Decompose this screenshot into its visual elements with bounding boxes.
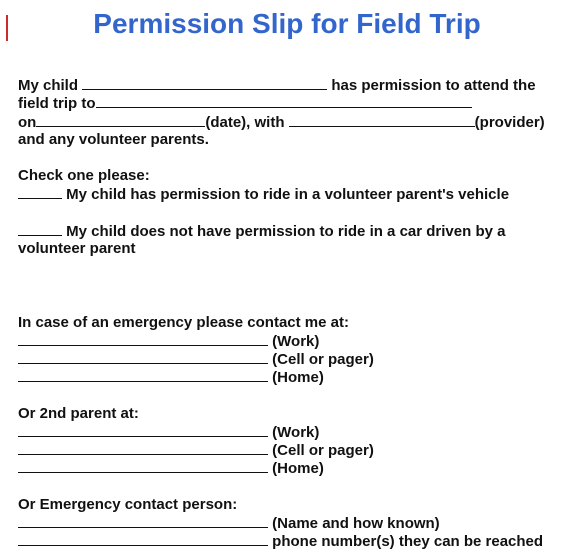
check-heading: Check one please: [18, 167, 150, 184]
second-parent-work-row [18, 423, 319, 442]
child-name-field[interactable] [82, 76, 327, 90]
check-option-2 [18, 222, 505, 241]
emergency-person-name-field[interactable] [18, 514, 268, 528]
field-trip-label: field trip to [18, 95, 96, 112]
option-1-check-field[interactable] [18, 185, 62, 199]
emergency-person-name-row [18, 514, 440, 533]
emergency-person-name-label: (Name and how known) [272, 515, 440, 532]
provider-field[interactable] [289, 113, 475, 127]
second-parent-work-field[interactable] [18, 423, 268, 437]
field-trip-destination-field[interactable] [96, 94, 472, 108]
option-2-check-field[interactable] [18, 222, 62, 236]
emergency-home-row [18, 368, 324, 387]
emergency-work-field[interactable] [18, 332, 268, 346]
intro-permission-text: has permission to attend the [331, 77, 536, 94]
emergency-person-heading: Or Emergency contact person: [18, 496, 238, 513]
emergency-home-field[interactable] [18, 368, 268, 382]
provider-label: (provider) [474, 114, 545, 131]
second-parent-home-row [18, 459, 324, 478]
emergency-cell-label: (Cell or pager) [272, 351, 374, 368]
second-parent-cell-row [18, 441, 374, 460]
emergency-work-label: (Work) [272, 333, 320, 350]
page-title: Permission Slip for Field Trip [93, 8, 481, 39]
date-field[interactable] [36, 113, 205, 127]
emergency-heading: In case of an emergency please contact me at: [18, 314, 349, 331]
check-option-1 [18, 185, 509, 204]
second-parent-heading: Or 2nd parent at: [18, 405, 139, 422]
intro-child-label: My child [18, 77, 79, 94]
second-parent-home-field[interactable] [18, 459, 268, 473]
check-option-2-cont: volunteer parent [18, 240, 136, 257]
emergency-cell-field[interactable] [18, 350, 268, 364]
option-1-label: My child has permission to ride in a volunteer parent's vehicle [66, 186, 510, 203]
emergency-person-phone-label: phone number(s) they can be reached [272, 533, 544, 550]
intro-line-1 [18, 76, 536, 95]
second-parent-home-label: (Home) [272, 460, 324, 477]
option-2-label: My child does not have permission to ride in a car driven by a [66, 223, 506, 240]
emergency-person-phone-field[interactable] [18, 532, 268, 546]
emergency-home-label: (Home) [272, 369, 324, 386]
intro-line-4: and any volunteer parents. [18, 131, 209, 148]
intro-line-2 [18, 94, 472, 113]
date-label: (date), with [205, 114, 285, 131]
second-parent-work-label: (Work) [272, 424, 320, 441]
emergency-work-row [18, 332, 319, 351]
second-parent-cell-field[interactable] [18, 441, 268, 455]
on-label: on [18, 114, 37, 131]
second-parent-cell-label: (Cell or pager) [272, 442, 374, 459]
emergency-cell-row [18, 350, 374, 369]
emergency-person-phone-row [18, 532, 543, 551]
intro-line-3 [18, 113, 545, 132]
